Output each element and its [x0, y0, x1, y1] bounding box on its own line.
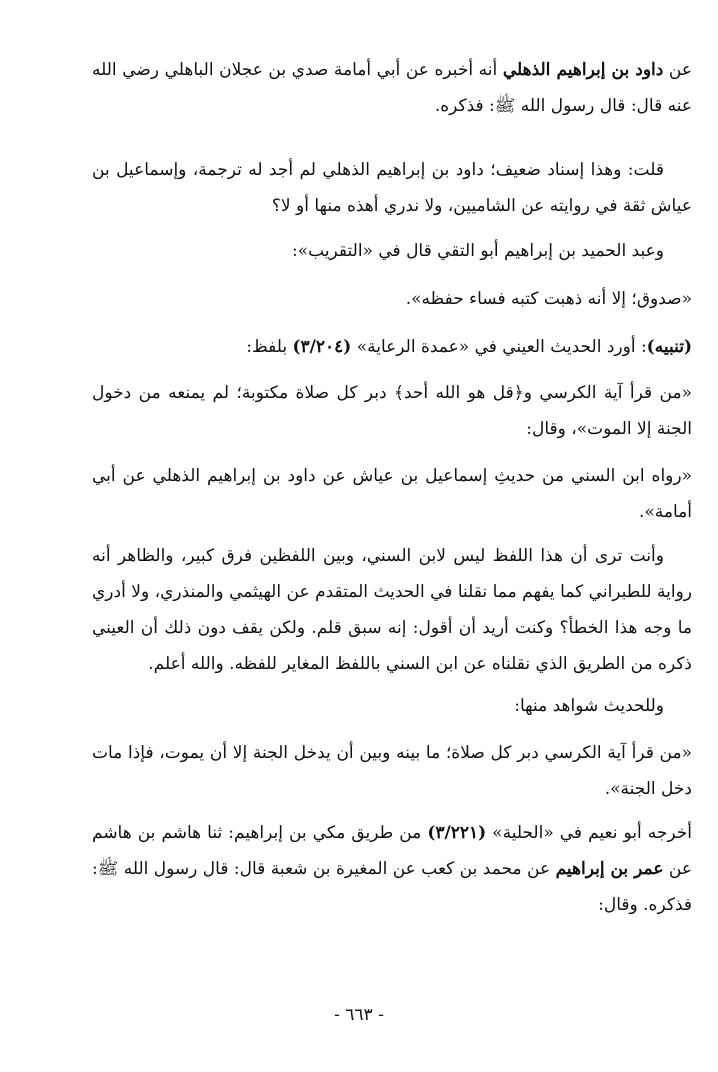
paragraph-analysis: وأنت ترى أن هذا اللفظ ليس لابن السني، وبين اللفظين فرق كبير، والظاهر أنه رواية للطبراني كما يفهم مما نقلنا في الحديث المتقدم عن الهيثمي والمنذري، ولا أدري ما وجه هذا الخطأ؟ وكنت أريد أن أقول: إنه سبق قلم. ولكن يقف دون ذلك أن العيني ذكره من الطريق الذي نقلناه عن ابن السني باللفظ المغاير للفظه. والله أعلم.	[92, 546, 692, 674]
bold-tanbih-label: (تنبيه)	[646, 337, 692, 357]
text-span: عن محمد بن كعب عن المغيرة بن شعبة قال: قال رسول الله ﷺ: فذكره. وقال:	[92, 859, 692, 915]
page-number: - ٦٦٣ -	[334, 1005, 384, 1025]
paragraph-abdulhamid: وعبد الحميد بن إبراهيم أبو التقي قال في «التقريب»:	[292, 241, 664, 261]
bold-reference: (٣/٢٢١)	[427, 823, 487, 843]
bold-narrator-name: عمر بن إبراهيم	[555, 859, 664, 879]
text-span: أخرجه أبو نعيم في «الحلية»	[486, 823, 692, 843]
bold-reference: (٣/٢٠٤)	[292, 337, 352, 357]
paragraph-takhrij	[92, 815, 692, 923]
paragraph-quote-taqrib: «صدوق؛ إلا أنه ذهبت كتبه فساء حفظه».	[405, 289, 692, 309]
text-span: : أورد الحديث العيني في «عمدة الرعاية»	[351, 337, 647, 357]
paragraph-hadith-quote-1: «من قرأ آية الكرسي و﴿قل هو الله أحد﴾ دبر كل صلاة مكتوبة؛ لم يمنعه من دخول الجنة إلا الموت»، وقال:	[92, 383, 692, 439]
text-span: بلفظ:	[246, 337, 293, 357]
paragraph-hadith-quote-2: «من قرأ آية الكرسي دبر كل صلاة؛ ما بينه وبين أن يدخل الجنة إلا أن يموت، فإذا مات دخل الجنة».	[92, 743, 692, 799]
paragraph-ibn-sunni-quote: «رواه ابن السني من حديثِ إسماعيل بن عياش عن داود بن إبراهيم الذهلي عن أبي أمامة».	[92, 466, 692, 522]
text-span: من طريق مكي بن إبراهيم: ثنا هاشم بن هاشم عن	[92, 823, 692, 879]
paragraph-tanbih	[92, 329, 692, 365]
bold-narrator-name: داود بن إبراهيم الذهلي	[502, 60, 664, 80]
text-span: عن	[663, 60, 692, 80]
text-span: أنه أخبره عن أبي أمامة صدي بن عجلان الباهلي رضي الله عنه قال: قال رسول الله ﷺ: فذكره.	[92, 60, 692, 116]
paragraph-isnad-intro	[92, 52, 692, 124]
paragraph-commentary: قلت: وهذا إسناد ضعيف؛ داود بن إبراهيم الذهلي لم أجد له ترجمة، وإسماعيل بن عياش ثقة في روايته عن الشاميين، ولا ندري أهذه منها أو لا؟	[92, 160, 692, 216]
paragraph-shawahid: وللحديث شواهد منها:	[514, 696, 664, 716]
